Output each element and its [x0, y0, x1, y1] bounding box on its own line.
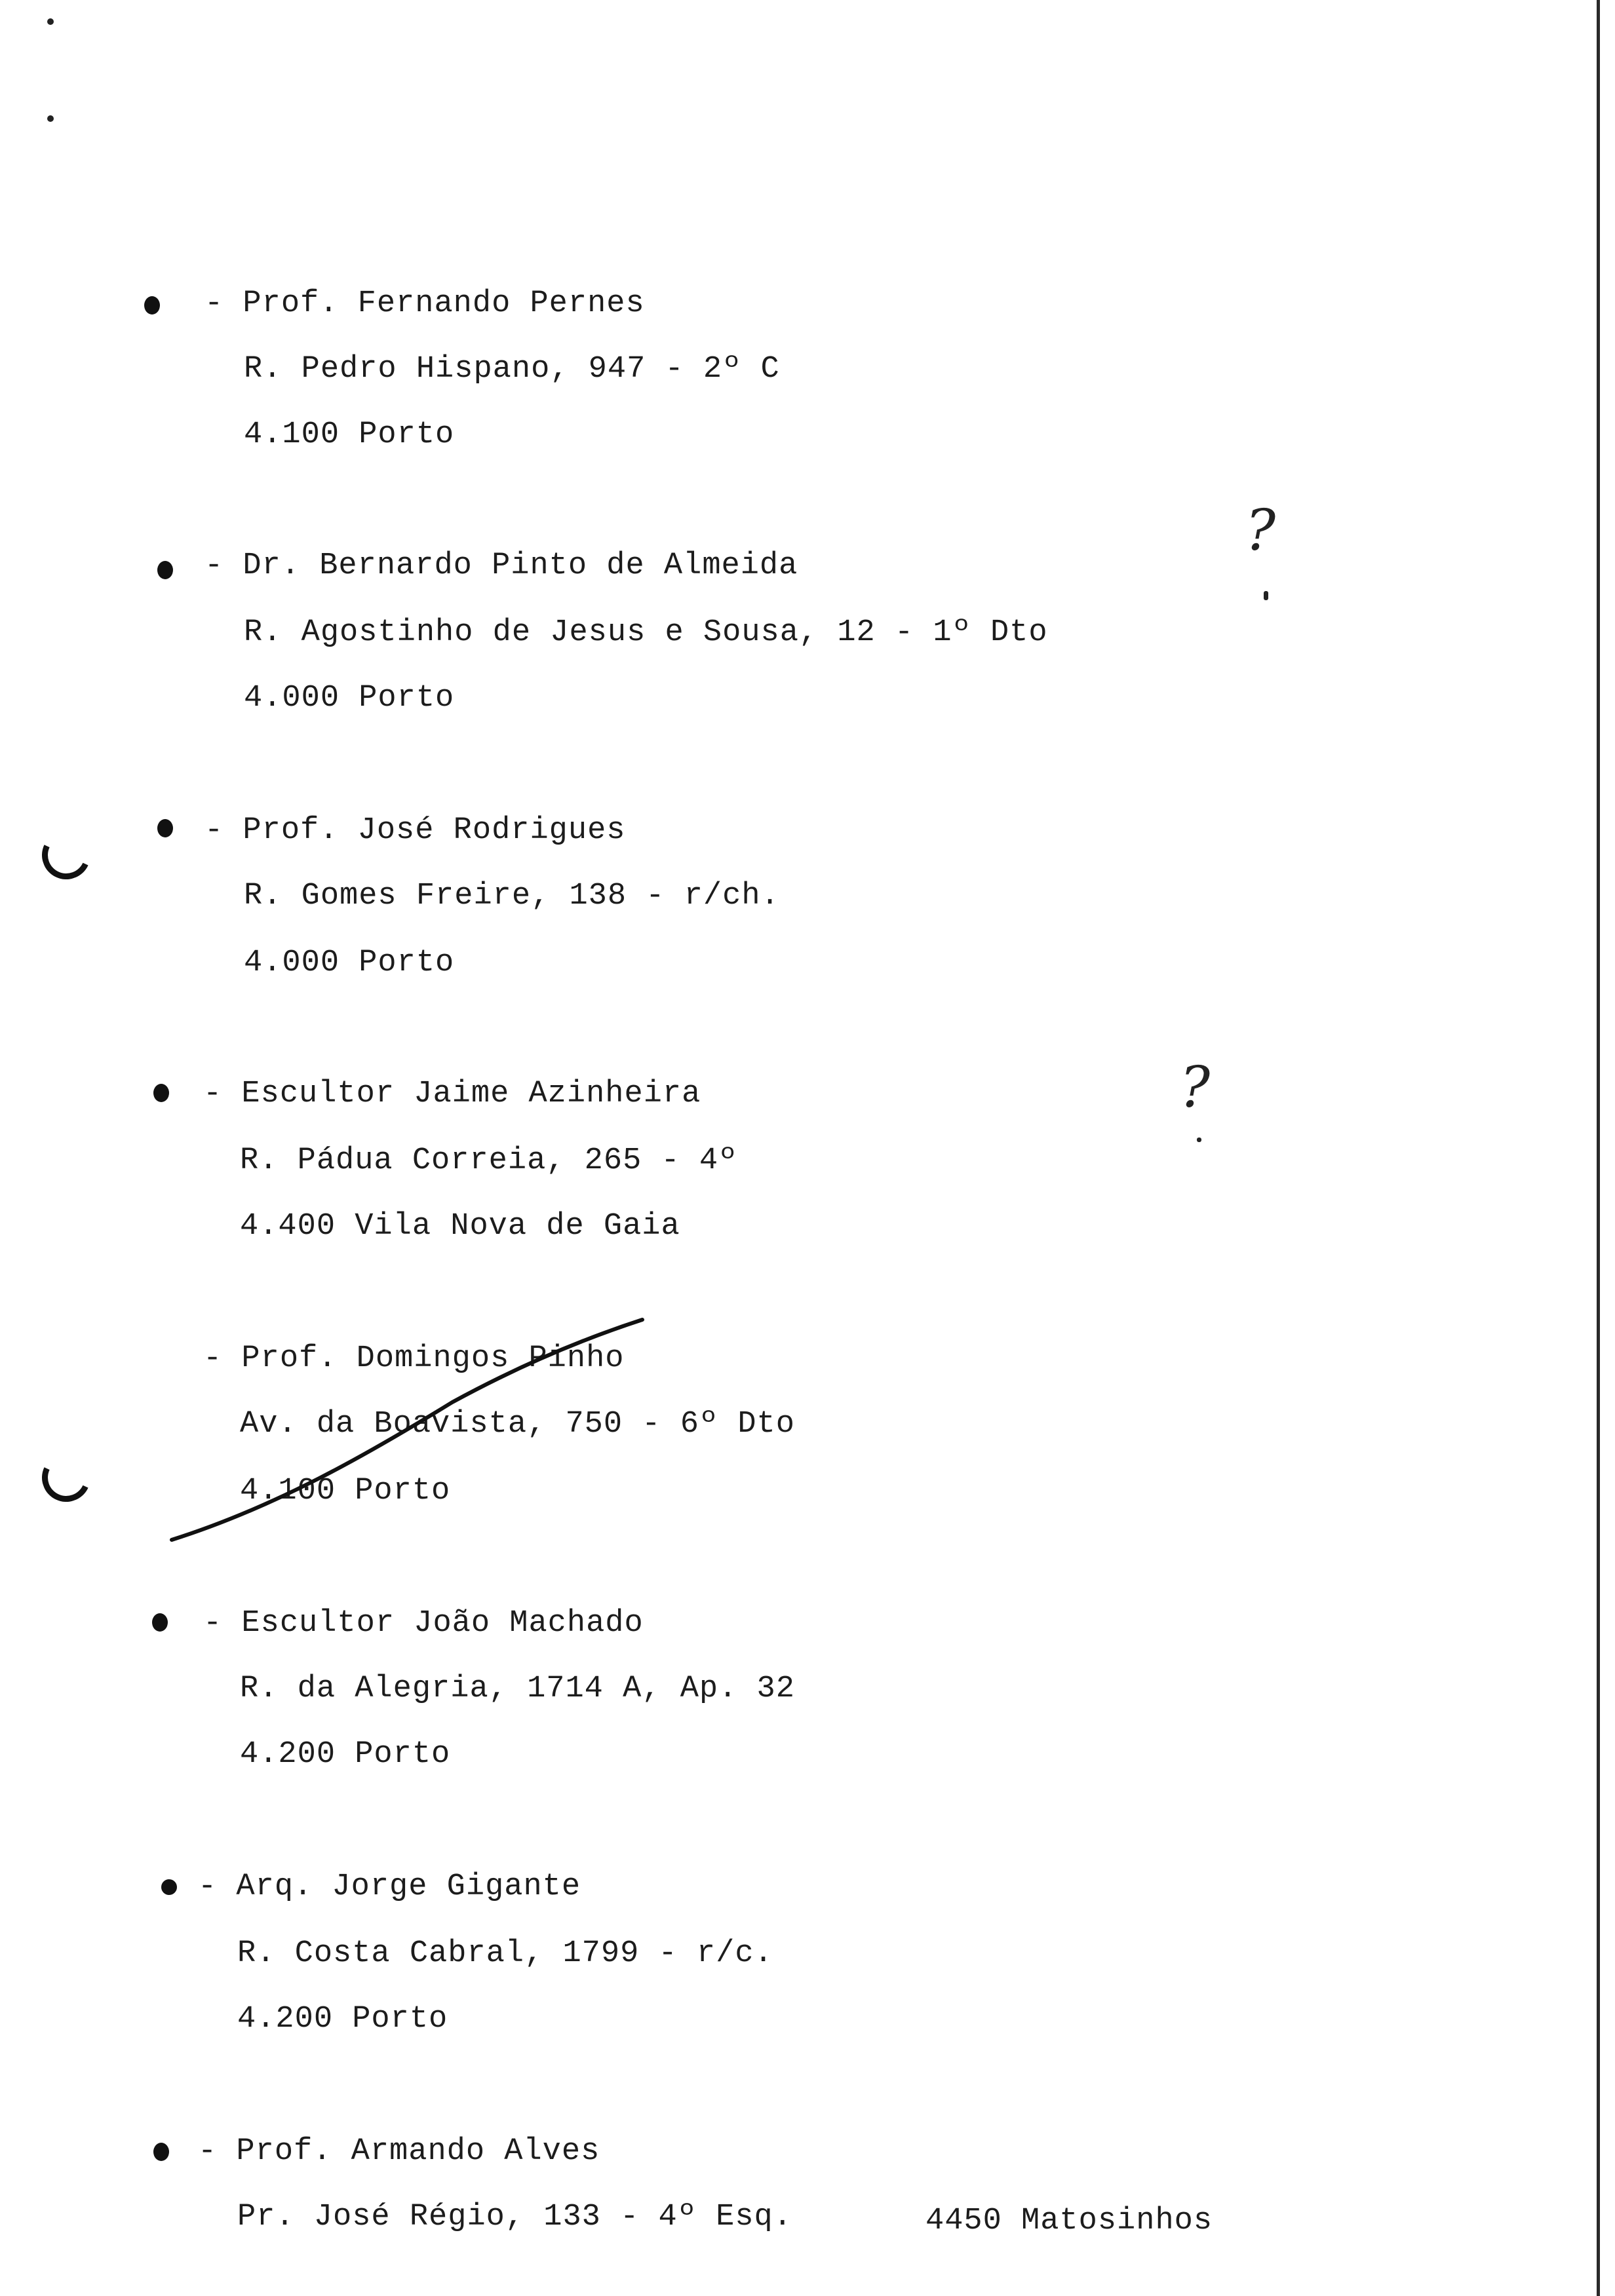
- entry-4-address: R. Pádua Correia, 265 - 4º: [240, 1143, 738, 1178]
- entry-3-name: - Prof. José Rodrigues: [204, 813, 626, 848]
- entry-2-name: - Dr. Bernardo Pinto de Almeida: [204, 548, 798, 583]
- entry-7-city: 4.200 Porto: [237, 2002, 448, 2037]
- handwritten-bullet: [153, 2143, 169, 2161]
- entry-7-name: - Arq. Jorge Gigante: [198, 1869, 581, 1904]
- handwritten-question-mark: ?: [1245, 498, 1276, 564]
- entry-6-address: R. da Alegria, 1714 A, Ap. 32: [240, 1672, 795, 1706]
- handwritten-question-mark: ?: [1180, 1055, 1211, 1120]
- entry-3-address: R. Gomes Freire, 138 - r/ch.: [244, 879, 780, 913]
- entry-7-address: R. Costa Cabral, 1799 - r/c.: [237, 1936, 773, 1971]
- entry-1-city: 4.100 Porto: [244, 417, 455, 452]
- entry-1-address: R. Pedro Hispano, 947 - 2º C: [244, 352, 780, 387]
- entry-8-name: - Prof. Armando Alves: [198, 2134, 600, 2169]
- entry-6-name: - Escultor João Machado: [203, 1606, 644, 1641]
- entry-4-city: 4.400 Vila Nova de Gaia: [240, 1209, 680, 1244]
- entry-8-address: Pr. José Régio, 133 - 4º Esq.: [237, 2200, 792, 2234]
- entry-2-address: R. Agostinho de Jesus e Sousa, 12 - 1º Dto: [244, 615, 1048, 650]
- entry-5-address: Av. da Boavista, 750 - 6º Dto: [240, 1407, 795, 1442]
- entry-4-name: - Escultor Jaime Azinheira: [203, 1077, 701, 1111]
- entry-6-city: 4.200 Porto: [240, 1737, 451, 1772]
- entry-2-city: 4.000 Porto: [244, 681, 455, 716]
- entry-8-city: 4450 Matosinhos: [925, 2204, 1213, 2238]
- entry-3-city: 4.000 Porto: [244, 946, 455, 980]
- handwritten-bullet: [161, 1879, 177, 1895]
- handwritten-bullet: [152, 1613, 168, 1632]
- entry-5-name: - Prof. Domingos Pinho: [203, 1341, 625, 1376]
- entry-5-city: 4.100 Porto: [240, 1474, 451, 1508]
- entry-1-name: - Prof. Fernando Pernes: [204, 286, 645, 321]
